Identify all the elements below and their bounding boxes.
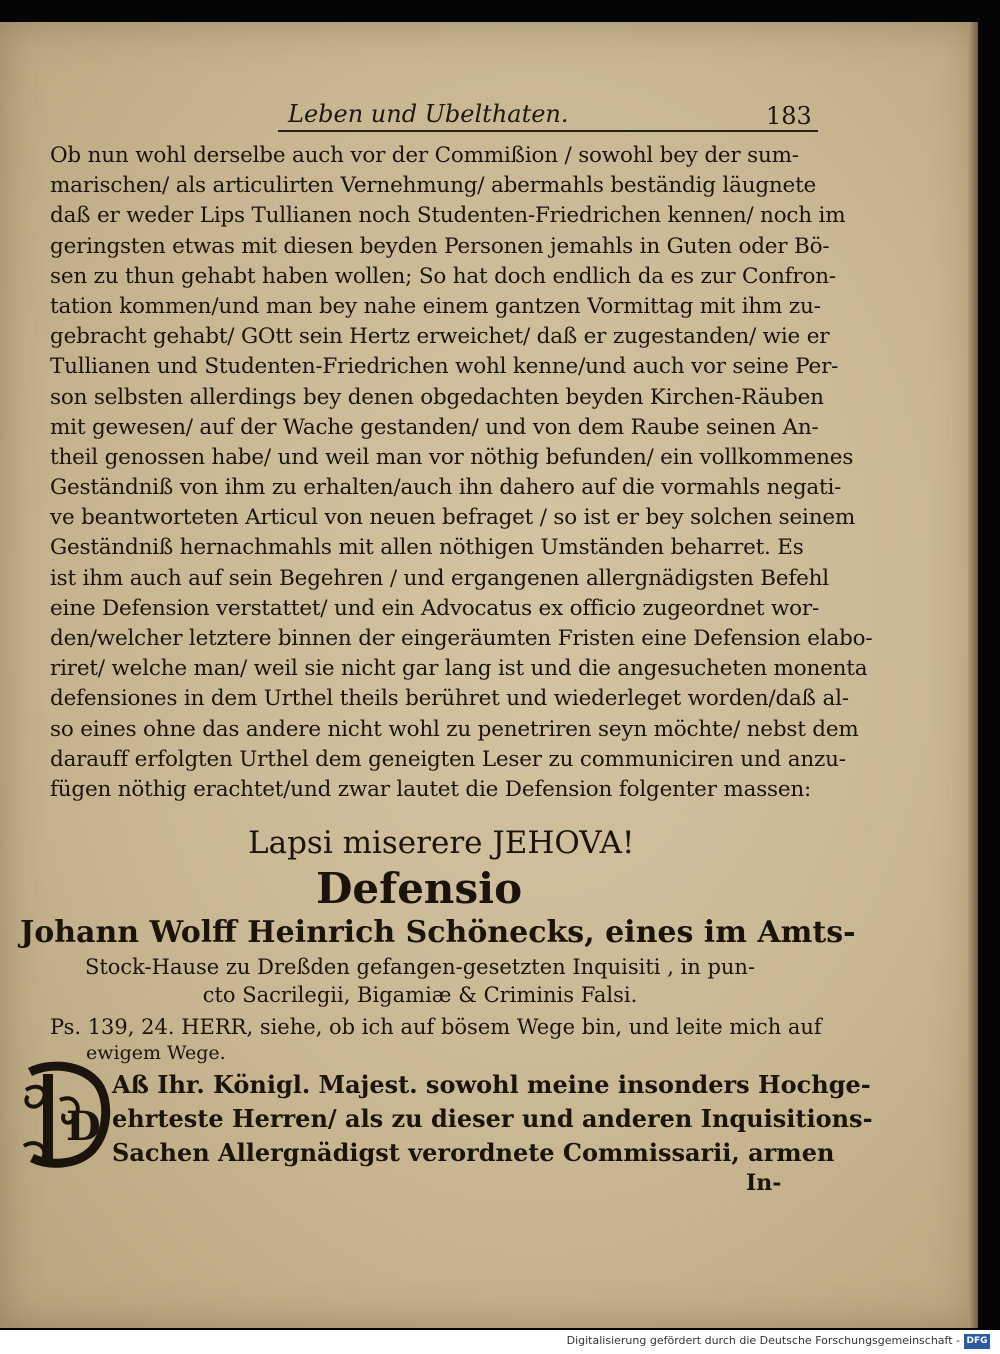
motto: Lapsi miserere JEHOVA!: [248, 825, 635, 861]
text-line: so eines ohne das andere nicht wohl zu penetriren seyn möchte/ nebst dem: [50, 716, 859, 742]
text-line: mit gewesen/ auf der Wache gestanden/ und von dem Raube seinen An-: [50, 414, 819, 440]
page-number: 183: [766, 102, 812, 130]
text-line: Geständniß von ihm zu erhalten/auch ihn dahero auf die vormahls negati-: [50, 475, 842, 501]
text-line: Geständniß hernachmahls mit allen nöthigen Umständen beharret. Es: [50, 535, 804, 561]
running-head: Leben und Ubelthaten.: [288, 100, 569, 128]
subtitle-line: Johann Wolff Heinrich Schönecks, eines im Amts-: [20, 915, 856, 950]
text-line: Tullianen und Studenten-Friedrichen wohl kenne/und auch vor seine Per-: [50, 354, 839, 380]
psalm-quote: Ps. 139, 24. HERR, siehe, ob ich auf bösem Wege bin, und leite mich auf: [50, 1015, 822, 1039]
subtitle-line: Stock-Hause zu Dreßden gefangen-gesetzten Inquisiti , in pun-: [84, 955, 756, 979]
svg-text:D: D: [66, 1103, 101, 1150]
text-line: daß er weder Lips Tullianen noch Studenten-Friedrichen kennen/ noch im: [50, 203, 846, 229]
page-header: [278, 100, 818, 132]
psalm-quote-continued: ewigem Wege.: [86, 1042, 226, 1064]
text-line: marischen/ als articulirten Vernehmung/ abermahls beständig läugnete: [50, 173, 817, 199]
text-line: ve beantworteten Articul von neuen befraget / so ist er bey solchen seinem: [50, 505, 856, 531]
text-line: Aß Ihr. Königl. Majest. sowohl meine insonders Hochge-: [112, 1070, 871, 1099]
page-edge: [968, 22, 978, 1328]
text-line: Sachen Allergnädigst verordnete Commissarii, armen: [112, 1138, 835, 1167]
text-line: ehrteste Herren/ als zu dieser und anderen Inquisitions-: [112, 1104, 873, 1133]
text-line: ist ihm auch auf sein Begehren / und ergangenen allergnädigsten Befehl: [50, 565, 829, 591]
text-line: geringsten etwas mit diesen beyden Personen jemahls in Guten oder Bö-: [50, 233, 830, 259]
text-line: den/welcher letztere binnen der eingeräumten Fristen eine Defension elabo-: [50, 626, 873, 651]
dfg-logo-icon: DFG: [964, 1334, 990, 1349]
text-line: fügen nöthig erachtet/und zwar lautet die Defension folgenter massen:: [50, 776, 812, 802]
text-line: darauff erfolgten Urthel dem geneigten Leser zu communiciren und anzu-: [50, 746, 846, 772]
funding-credit: Digitalisierung gefördert durch die Deutsche Forschungsgemeinschaft -: [566, 1334, 960, 1347]
text-line: gebracht gehabt/ GOtt sein Hertz erweichet/ daß er zugestanden/ wie er: [50, 324, 830, 350]
text-line: sen zu thun gehabt haben wollen; So hat doch endlich da es zur Confron-: [50, 263, 836, 289]
text-line: riret/ welche man/ weil sie nicht gar lang ist und die angesucheten monenta: [50, 656, 868, 682]
section-title: Defensio: [316, 864, 523, 913]
body-text: [50, 141, 873, 805]
text-line: Ob nun wohl derselbe auch vor der Commißion / sowohl bey der sum-: [50, 143, 799, 168]
subtitle-line: cto Sacrilegii, Bigamiæ & Criminis Falsi.: [202, 983, 638, 1007]
footer-bar: [0, 1330, 1000, 1354]
text-line: son selbsten allerdings bey denen obgedachten beyden Kirchen-Räuben: [50, 384, 824, 410]
text-line: theil genossen habe/ und weil man vor nöthig befunden/ ein vollkommenes: [50, 444, 854, 470]
opening-paragraph: [112, 1068, 873, 1170]
text-line: eine Defension verstattet/ und ein Advocatus ex officio zugeordnet wor-: [50, 595, 820, 621]
catchword: In-: [746, 1170, 782, 1196]
text-line: defensiones in dem Urthel theils berühret und wiederleget worden/daß al-: [50, 686, 849, 712]
text-line: tation kommen/und man bey nahe einem gantzen Vormittag mit ihm zu-: [50, 293, 821, 319]
decorated-initial-icon: [20, 1060, 112, 1170]
